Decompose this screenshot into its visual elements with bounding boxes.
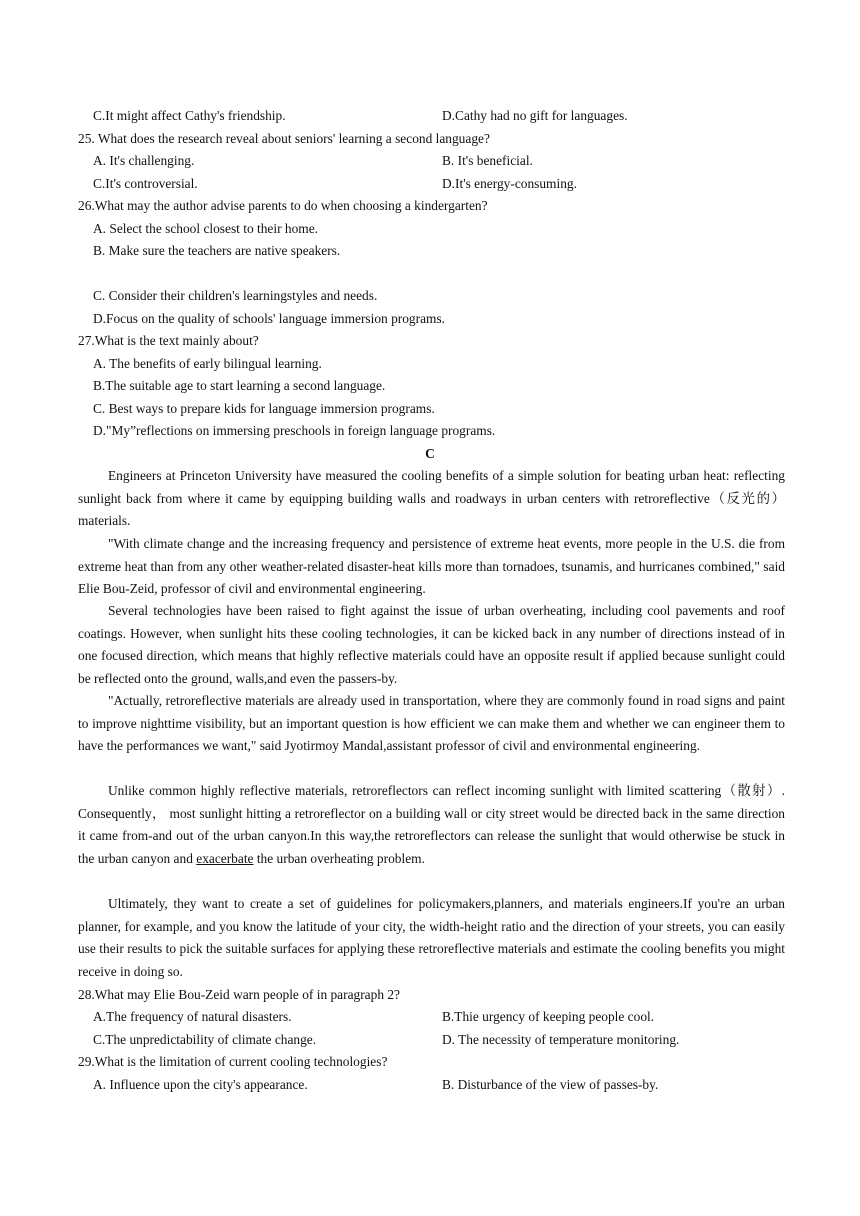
q24-option-d: D.Cathy had no gift for languages.: [442, 108, 628, 123]
q27-option-d: D."My”reflections on immersing preschools in foreign language programs.: [93, 423, 496, 438]
passage-paragraph-4: "Actually, retroreflective materials are already used in transportation, where they are commonly found in road signs and paint to improve nighttime visibility, but an important question is how efficient we can make them and whether we can engineer them to have the performances we want," said Jyotirmoy Mandal,assistant professor of civil and environmental engineering.: [78, 693, 785, 753]
q29-option-b: B. Disturbance of the view of passes-by.: [442, 1077, 659, 1092]
passage-paragraph-1: Engineers at Princeton University have measured the cooling benefits of a simple solution for beating urban heat: reflecting sunlight back from where it came by equipping building walls and roadways in urban centers with retroreflective（反光的）materials.: [78, 468, 785, 528]
q28-stem: 28.What may Elie Bou-Zeid warn people of in paragraph 2?: [78, 987, 401, 1002]
passage-paragraph-5: [78, 780, 785, 870]
q28-option-c: C.The unpredictability of climate change.: [93, 1032, 317, 1047]
q27-option-a: A. The benefits of early bilingual learning.: [93, 356, 322, 371]
q27-option-b: B.The suitable age to start learning a second language.: [93, 378, 386, 393]
q25-option-a: A. It's challenging.: [93, 153, 195, 168]
underlined-word: exacerbate: [196, 850, 254, 866]
q26-option-a: A. Select the school closest to their home.: [93, 221, 318, 236]
q26-option-b: B. Make sure the teachers are native speakers.: [93, 243, 341, 258]
q29-option-a: A. Influence upon the city's appearance.: [93, 1077, 308, 1092]
q28-option-a: A.The frequency of natural disasters.: [93, 1009, 292, 1024]
q26-option-c: C. Consider their children's learningstyles and needs.: [93, 288, 378, 303]
q25-option-c: C.It's controversial.: [93, 176, 198, 191]
passage-paragraph-6: Ultimately, they want to create a set of guidelines for policymakers,planners, and materials engineers.If you're an urban planner, for example, and you know the latitude of your city, the width-height ratio and the direction of your streets, you can easily use their results to pick the suitable surfaces for applying these retroreflective materials and estimate the cooling benefits you might receive in doing so.: [78, 896, 785, 979]
q29-stem: 29.What is the limitation of current cooling technologies?: [78, 1054, 388, 1069]
paragraph-5-text-before: Unlike common highly reflective materials, retroreflectors can reflect incoming sunlight with limited scattering（散射）. Consequently， most sunlight hitting a retroreflector on a building wall or city street would be directed back in the same direction it came from-and out of the urban canyon.In this way,the retroreflectors can release the sunlight that would otherwise be stuck in the urban canyon and: [78, 783, 785, 866]
q27-stem: 27.What is the text mainly about?: [78, 333, 259, 348]
passage-paragraph-2: "With climate change and the increasing frequency and persistence of extreme heat events, more people in the U.S. die from extreme heat than from any other weather-related disaster-heat kills more than tornadoes, tsunamis, and hurricanes combined," said Elie Bou-Zeid, professor of civil and environmental engineering.: [78, 536, 785, 596]
q26-option-d: D.Focus on the quality of schools' language immersion programs.: [93, 311, 446, 326]
passage-paragraph-3: Several technologies have been raised to fight against the issue of urban overheating, including cool pavements and roof coatings. However, when sunlight hits these cooling technologies, it can be kicked back in any number of directions instead of in one focused direction, which means that highly reflective materials could have an opposite result if applied because sunlight could be reflected onto the ground, walls,and even the passers-by.: [78, 603, 785, 686]
q25-option-b: B. It's beneficial.: [442, 153, 533, 168]
q24-option-c: C.It might affect Cathy's friendship.: [93, 108, 286, 123]
paragraph-5-text-after: the urban overheating problem.: [253, 850, 425, 866]
q26-stem: 26.What may the author advise parents to do when choosing a kindergarten?: [78, 198, 488, 213]
q25-option-d: D.It's energy-consuming.: [442, 176, 577, 191]
q25-stem: 25. What does the research reveal about seniors' learning a second language?: [78, 131, 490, 146]
section-heading: C: [425, 446, 435, 461]
q27-option-c: C. Best ways to prepare kids for language immersion programs.: [93, 401, 435, 416]
q28-option-d: D. The necessity of temperature monitoring.: [442, 1032, 680, 1047]
q28-option-b: B.Thie urgency of keeping people cool.: [442, 1009, 655, 1024]
